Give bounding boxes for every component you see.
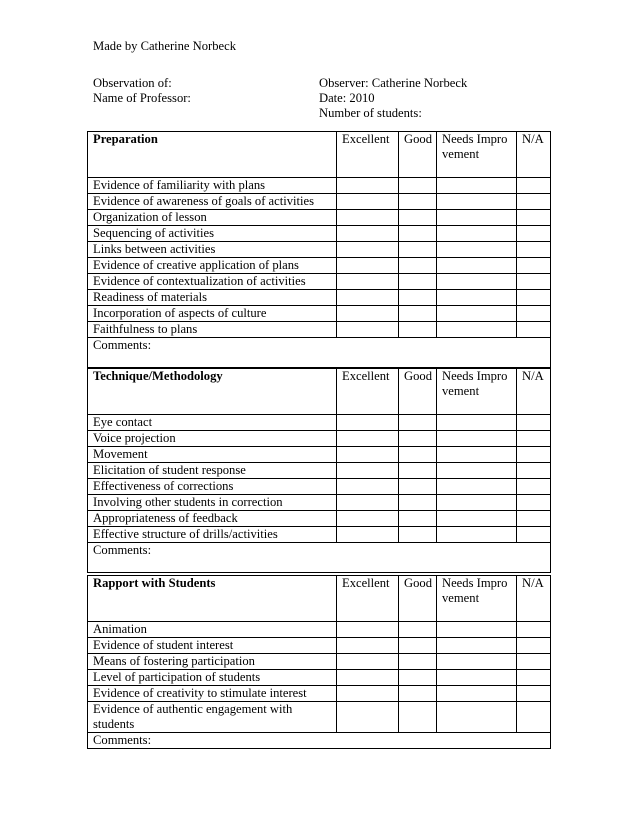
rating-cell-needs-improvement[interactable] xyxy=(437,622,517,638)
rating-cell-excellent[interactable] xyxy=(337,463,399,479)
rating-cell-needs-improvement[interactable] xyxy=(437,178,517,194)
rating-cell-na[interactable] xyxy=(517,194,551,210)
column-na: N/A xyxy=(517,132,551,178)
criterion-label: Movement xyxy=(88,447,337,463)
rating-cell-na[interactable] xyxy=(517,622,551,638)
table-row xyxy=(88,274,551,290)
rating-cell-good[interactable] xyxy=(399,258,437,274)
criterion-label: Evidence of student interest xyxy=(88,638,337,654)
rating-cell-excellent[interactable] xyxy=(337,290,399,306)
column-excellent: Excellent xyxy=(337,132,399,178)
rating-cell-na[interactable] xyxy=(517,415,551,431)
rating-cell-na[interactable] xyxy=(517,431,551,447)
table-row xyxy=(88,290,551,306)
comments-field[interactable]: Comments: xyxy=(88,733,551,749)
rating-cell-excellent[interactable] xyxy=(337,322,399,338)
table-row xyxy=(88,702,551,733)
table-row xyxy=(88,479,551,495)
rating-cell-na[interactable] xyxy=(517,479,551,495)
table-row xyxy=(88,527,551,543)
rating-cell-na[interactable] xyxy=(517,274,551,290)
criterion-label: Organization of lesson xyxy=(88,210,337,226)
rating-cell-good[interactable] xyxy=(399,622,437,638)
rating-cell-needs-improvement[interactable] xyxy=(437,654,517,670)
rating-cell-needs-improvement[interactable] xyxy=(437,258,517,274)
criterion-label: Evidence of familiarity with plans xyxy=(88,178,337,194)
rating-cell-na[interactable] xyxy=(517,226,551,242)
rating-cell-needs-improvement[interactable] xyxy=(437,447,517,463)
criterion-label: Appropriateness of feedback xyxy=(88,511,337,527)
rating-cell-excellent[interactable] xyxy=(337,258,399,274)
criterion-label: Effective structure of drills/activities xyxy=(88,527,337,543)
rating-cell-excellent[interactable] xyxy=(337,479,399,495)
rating-cell-good[interactable] xyxy=(399,686,437,702)
rating-cell-excellent[interactable] xyxy=(337,670,399,686)
rating-cell-na[interactable] xyxy=(517,210,551,226)
rating-cell-needs-improvement[interactable] xyxy=(437,274,517,290)
section-title: Rapport with Students xyxy=(88,576,337,622)
rating-cell-na[interactable] xyxy=(517,290,551,306)
criterion-label: Evidence of creativity to stimulate interest xyxy=(88,686,337,702)
technique-methodology-table xyxy=(87,368,551,573)
date-label: Date: 2010 xyxy=(319,91,375,105)
rating-cell-good[interactable] xyxy=(399,290,437,306)
criterion-label: Animation xyxy=(88,622,337,638)
rating-cell-na[interactable] xyxy=(517,702,551,733)
rating-cell-good[interactable] xyxy=(399,479,437,495)
rating-cell-excellent[interactable] xyxy=(337,415,399,431)
rating-cell-excellent[interactable] xyxy=(337,178,399,194)
column-needs-improvement: Needs Improvement xyxy=(437,576,517,622)
rating-cell-needs-improvement[interactable] xyxy=(437,242,517,258)
table-row xyxy=(88,210,551,226)
rating-cell-good[interactable] xyxy=(399,447,437,463)
rating-cell-na[interactable] xyxy=(517,527,551,543)
rating-cell-good[interactable] xyxy=(399,242,437,258)
criterion-label: Sequencing of activities xyxy=(88,226,337,242)
rating-cell-excellent[interactable] xyxy=(337,447,399,463)
criterion-label: Means of fostering participation xyxy=(88,654,337,670)
rating-cell-needs-improvement[interactable] xyxy=(437,290,517,306)
column-na: N/A xyxy=(517,576,551,622)
rating-cell-na[interactable] xyxy=(517,511,551,527)
rating-cell-excellent[interactable] xyxy=(337,242,399,258)
rating-cell-na[interactable] xyxy=(517,322,551,338)
rating-cell-na[interactable] xyxy=(517,638,551,654)
rating-cell-good[interactable] xyxy=(399,511,437,527)
rating-cell-excellent[interactable] xyxy=(337,210,399,226)
column-excellent: Excellent xyxy=(337,576,399,622)
rating-cell-needs-improvement[interactable] xyxy=(437,226,517,242)
column-needs-improvement: Needs Improvement xyxy=(437,132,517,178)
comments-row xyxy=(88,338,551,368)
column-na: N/A xyxy=(517,369,551,415)
section-title: Technique/Methodology xyxy=(88,369,337,415)
rating-cell-excellent[interactable] xyxy=(337,306,399,322)
rating-cell-needs-improvement[interactable] xyxy=(437,670,517,686)
rating-cell-na[interactable] xyxy=(517,258,551,274)
rating-cell-good[interactable] xyxy=(399,306,437,322)
rating-cell-needs-improvement[interactable] xyxy=(437,495,517,511)
rating-cell-excellent[interactable] xyxy=(337,226,399,242)
rating-cell-good[interactable] xyxy=(399,415,437,431)
table-row xyxy=(88,258,551,274)
criterion-label: Involving other students in correction xyxy=(88,495,337,511)
rating-cell-excellent[interactable] xyxy=(337,431,399,447)
rating-cell-good[interactable] xyxy=(399,527,437,543)
table-row xyxy=(88,431,551,447)
rating-cell-needs-improvement[interactable] xyxy=(437,194,517,210)
criterion-label: Level of participation of students xyxy=(88,670,337,686)
rating-cell-good[interactable] xyxy=(399,431,437,447)
rating-cell-good[interactable] xyxy=(399,463,437,479)
comments-row xyxy=(88,543,551,573)
rating-cell-good[interactable] xyxy=(399,670,437,686)
rating-cell-excellent[interactable] xyxy=(337,622,399,638)
rating-cell-excellent[interactable] xyxy=(337,495,399,511)
number-of-students-label: Number of students: xyxy=(319,106,422,120)
rating-cell-na[interactable] xyxy=(517,670,551,686)
rating-cell-needs-improvement[interactable] xyxy=(437,527,517,543)
rating-cell-good[interactable] xyxy=(399,702,437,733)
rating-cell-excellent[interactable] xyxy=(337,194,399,210)
rating-cell-na[interactable] xyxy=(517,654,551,670)
rating-cell-excellent[interactable] xyxy=(337,654,399,670)
rating-cell-na[interactable] xyxy=(517,495,551,511)
name-of-professor-label: Name of Professor: xyxy=(93,91,191,105)
rating-cell-needs-improvement[interactable] xyxy=(437,638,517,654)
rating-cell-excellent[interactable] xyxy=(337,511,399,527)
criterion-label: Evidence of awareness of goals of activities xyxy=(88,194,337,210)
table-row xyxy=(88,654,551,670)
criterion-label: Effectiveness of corrections xyxy=(88,479,337,495)
section-header-row xyxy=(88,132,551,178)
rating-cell-needs-improvement[interactable] xyxy=(437,686,517,702)
rating-cell-excellent[interactable] xyxy=(337,527,399,543)
rating-cell-good[interactable] xyxy=(399,226,437,242)
comments-field[interactable]: Comments: xyxy=(88,543,551,573)
table-row xyxy=(88,670,551,686)
rating-cell-needs-improvement[interactable] xyxy=(437,431,517,447)
table-row xyxy=(88,622,551,638)
table-row xyxy=(88,242,551,258)
rapport-with-students-table xyxy=(87,575,551,749)
table-row xyxy=(88,463,551,479)
criterion-label: Readiness of materials xyxy=(88,290,337,306)
column-good: Good xyxy=(399,576,437,622)
comments-row xyxy=(88,733,551,749)
table-row xyxy=(88,495,551,511)
criterion-label: Evidence of creative application of plans xyxy=(88,258,337,274)
table-row xyxy=(88,415,551,431)
table-row xyxy=(88,226,551,242)
rating-cell-good[interactable] xyxy=(399,178,437,194)
rating-cell-needs-improvement[interactable] xyxy=(437,306,517,322)
rating-cell-needs-improvement[interactable] xyxy=(437,702,517,733)
table-row xyxy=(88,447,551,463)
rating-cell-good[interactable] xyxy=(399,638,437,654)
criterion-label: Elicitation of student response xyxy=(88,463,337,479)
rating-cell-good[interactable] xyxy=(399,654,437,670)
criterion-label: Evidence of contextualization of activities xyxy=(88,274,337,290)
observer-label: Observer: Catherine Norbeck xyxy=(319,76,468,90)
section-header-row xyxy=(88,369,551,415)
rating-cell-needs-improvement[interactable] xyxy=(437,479,517,495)
rating-cell-na[interactable] xyxy=(517,242,551,258)
criterion-label: Links between activities xyxy=(88,242,337,258)
rating-cell-na[interactable] xyxy=(517,463,551,479)
preparation-table xyxy=(87,131,551,368)
rating-cell-excellent[interactable] xyxy=(337,638,399,654)
rating-cell-good[interactable] xyxy=(399,322,437,338)
table-row xyxy=(88,306,551,322)
rating-cell-good[interactable] xyxy=(399,194,437,210)
column-good: Good xyxy=(399,369,437,415)
table-row xyxy=(88,194,551,210)
rating-cell-needs-improvement[interactable] xyxy=(437,210,517,226)
rating-cell-good[interactable] xyxy=(399,274,437,290)
author-line: Made by Catherine Norbeck xyxy=(93,39,237,53)
rating-cell-needs-improvement[interactable] xyxy=(437,463,517,479)
criterion-label: Voice projection xyxy=(88,431,337,447)
rating-cell-needs-improvement[interactable] xyxy=(437,415,517,431)
rating-cell-needs-improvement[interactable] xyxy=(437,511,517,527)
rating-cell-needs-improvement[interactable] xyxy=(437,322,517,338)
comments-field[interactable]: Comments: xyxy=(88,338,551,368)
rating-cell-excellent[interactable] xyxy=(337,686,399,702)
column-needs-improvement: Needs Improvement xyxy=(437,369,517,415)
table-row xyxy=(88,322,551,338)
column-good: Good xyxy=(399,132,437,178)
table-row xyxy=(88,686,551,702)
table-row xyxy=(88,638,551,654)
criterion-label: Incorporation of aspects of culture xyxy=(88,306,337,322)
observation-of-label: Observation of: xyxy=(93,76,172,90)
rating-cell-good[interactable] xyxy=(399,495,437,511)
section-header-row xyxy=(88,576,551,622)
rating-cell-na[interactable] xyxy=(517,686,551,702)
section-title: Preparation xyxy=(88,132,337,178)
criterion-label: Faithfulness to plans xyxy=(88,322,337,338)
criterion-label: Evidence of authentic engagement with students xyxy=(88,702,337,733)
table-row xyxy=(88,511,551,527)
rating-cell-good[interactable] xyxy=(399,210,437,226)
rating-cell-na[interactable] xyxy=(517,447,551,463)
rating-cell-na[interactable] xyxy=(517,306,551,322)
rating-cell-excellent[interactable] xyxy=(337,702,399,733)
rating-cell-na[interactable] xyxy=(517,178,551,194)
rating-cell-excellent[interactable] xyxy=(337,274,399,290)
criterion-label: Eye contact xyxy=(88,415,337,431)
table-row xyxy=(88,178,551,194)
column-excellent: Excellent xyxy=(337,369,399,415)
